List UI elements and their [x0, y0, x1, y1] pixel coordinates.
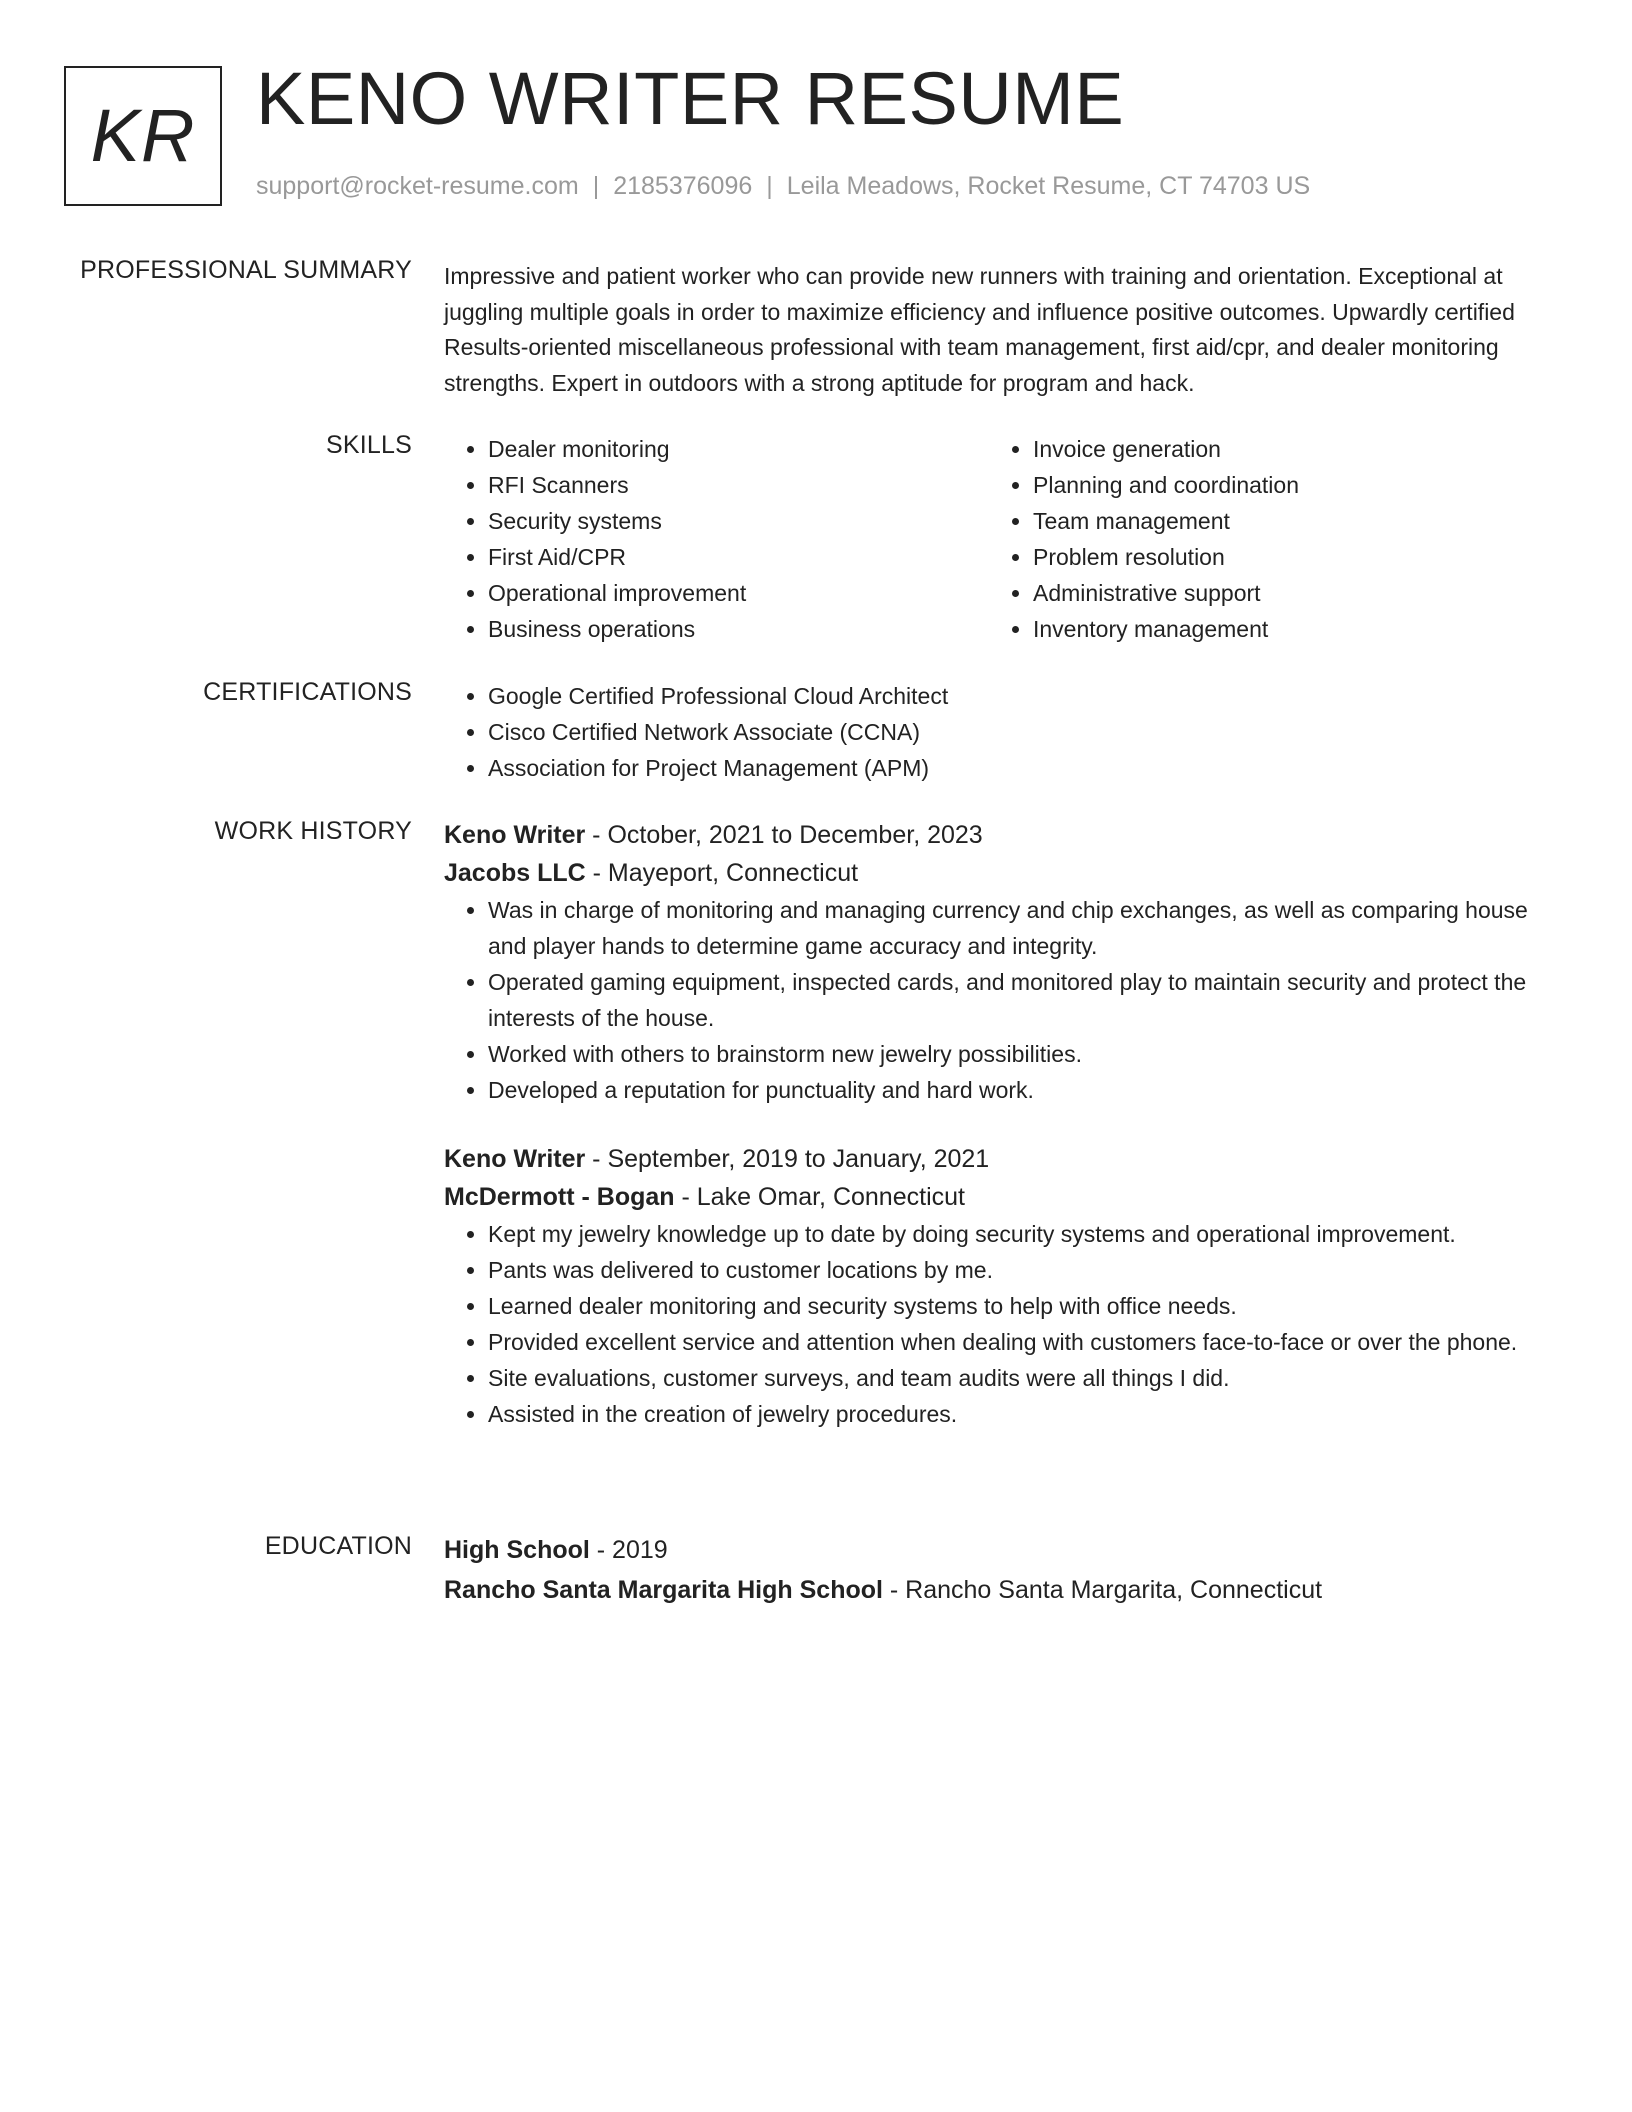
skill-item: • Invoice generation [1033, 431, 1534, 467]
resume-title: KENO WRITER RESUME [256, 57, 1125, 140]
job-title: Keno Writer [444, 821, 586, 849]
skill-item: • First Aid/CPR [488, 539, 989, 575]
job-bullets [444, 1216, 1556, 1432]
job-title: Keno Writer [444, 1145, 586, 1173]
certifications-body [444, 678, 1556, 786]
skills-body [444, 431, 1556, 647]
job-company-line [444, 854, 1556, 892]
skill-item: • Problem resolution [1033, 539, 1534, 575]
monogram: KR [90, 94, 196, 177]
job-location: - Lake Omar, Connecticut [674, 1183, 965, 1211]
job-entry [444, 816, 1556, 1108]
skill-item: • Inventory management [1033, 611, 1534, 647]
skill-item: • Security systems [488, 503, 989, 539]
job-bullet: • Worked with others to brainstorm new jewelry possibilities. [488, 1036, 1556, 1072]
education-school-line [444, 1571, 1556, 1609]
contact-line [256, 172, 1310, 201]
job-bullet: • Kept my jewelry knowledge up to date by doing security systems and operational improvement. [488, 1216, 1556, 1252]
job-bullet: • Site evaluations, customer surveys, and team audits were all things I did. [488, 1360, 1556, 1396]
job-dates: - October, 2021 to December, 2023 [585, 821, 983, 849]
skill-item: • Administrative support [1033, 575, 1534, 611]
contact-email: support@rocket-resume.com [256, 172, 579, 200]
skills-column-right [989, 431, 1534, 647]
job-title-line [444, 1140, 1556, 1178]
skills-columns [444, 431, 1556, 647]
certification-item: • Association for Project Management (APM) [488, 750, 1556, 786]
skill-item: • Team management [1033, 503, 1534, 539]
job-bullet: • Pants was delivered to customer locations by me. [488, 1252, 1556, 1288]
job-entry [444, 1140, 1556, 1432]
section-label-education: EDUCATION [264, 1532, 412, 1560]
contact-separator: | [592, 172, 600, 200]
job-location: - Mayeport, Connecticut [585, 859, 859, 887]
job-company-line [444, 1178, 1556, 1216]
job-bullet: • Learned dealer monitoring and security systems to help with office needs. [488, 1288, 1556, 1324]
contact-separator: | [766, 172, 773, 200]
job-bullet: • Was in charge of monitoring and managing currency and chip exchanges, as well as comparing house and player hands to determine game accuracy and integrity. [488, 892, 1556, 964]
job-bullets [444, 892, 1556, 1108]
education-year: - 2019 [589, 1536, 668, 1564]
contact-address: Leila Meadows, Rocket Resume, CT 74703 US [786, 172, 1311, 200]
education-body [444, 1531, 1556, 1609]
skill-item: • RFI Scanners [488, 467, 989, 503]
job-company: McDermott - Bogan [444, 1183, 675, 1211]
section-label-skills: SKILLS [326, 431, 412, 459]
education-degree: High School [444, 1536, 590, 1564]
section-label-work-history: WORK HISTORY [214, 817, 412, 845]
summary-text: Impressive and patient worker who can provide new runners with training and orientation. Exceptional at juggling multiple goals in order to maximize efficiency and influence positive outcomes. Upwardly certified Results-oriented miscellaneous professional with team management, first aid/cpr, and dealer monitoring strengths. Expert in outdoors with a strong aptitude for program and hack. [444, 263, 1515, 396]
skill-item: • Planning and coordination [1033, 467, 1534, 503]
work-history-body [444, 816, 1556, 1432]
job-bullet: • Developed a reputation for punctuality and hard work. [488, 1072, 1556, 1108]
skills-column-left [444, 431, 989, 647]
job-bullet: • Assisted in the creation of jewelry procedures. [488, 1396, 1556, 1432]
education-school: Rancho Santa Margarita High School [444, 1576, 883, 1604]
education-location: - Rancho Santa Margarita, Connecticut [882, 1576, 1323, 1604]
certification-item: • Google Certified Professional Cloud Architect [488, 678, 1556, 714]
skill-item: • Dealer monitoring [488, 431, 989, 467]
monogram-box [64, 66, 222, 206]
job-dates: - September, 2019 to January, 2021 [585, 1145, 990, 1173]
summary-body [444, 259, 1556, 401]
job-title-line [444, 816, 1556, 854]
education-degree-line [444, 1531, 1556, 1569]
certification-item: • Cisco Certified Network Associate (CCNA) [488, 714, 1556, 750]
section-label-certifications: CERTIFICATIONS [203, 678, 412, 706]
contact-phone: 2185376096 [613, 172, 753, 200]
skill-item: • Operational improvement [488, 575, 989, 611]
job-company: Jacobs LLC [444, 859, 586, 887]
skill-item: • Business operations [488, 611, 989, 647]
job-bullet: • Provided excellent service and attention when dealing with customers face-to-face or over the phone. [488, 1324, 1556, 1360]
job-bullet: • Operated gaming equipment, inspected cards, and monitored play to maintain security and protect the interests of the house. [488, 964, 1556, 1036]
section-label-summary: PROFESSIONAL SUMMARY [80, 256, 412, 284]
